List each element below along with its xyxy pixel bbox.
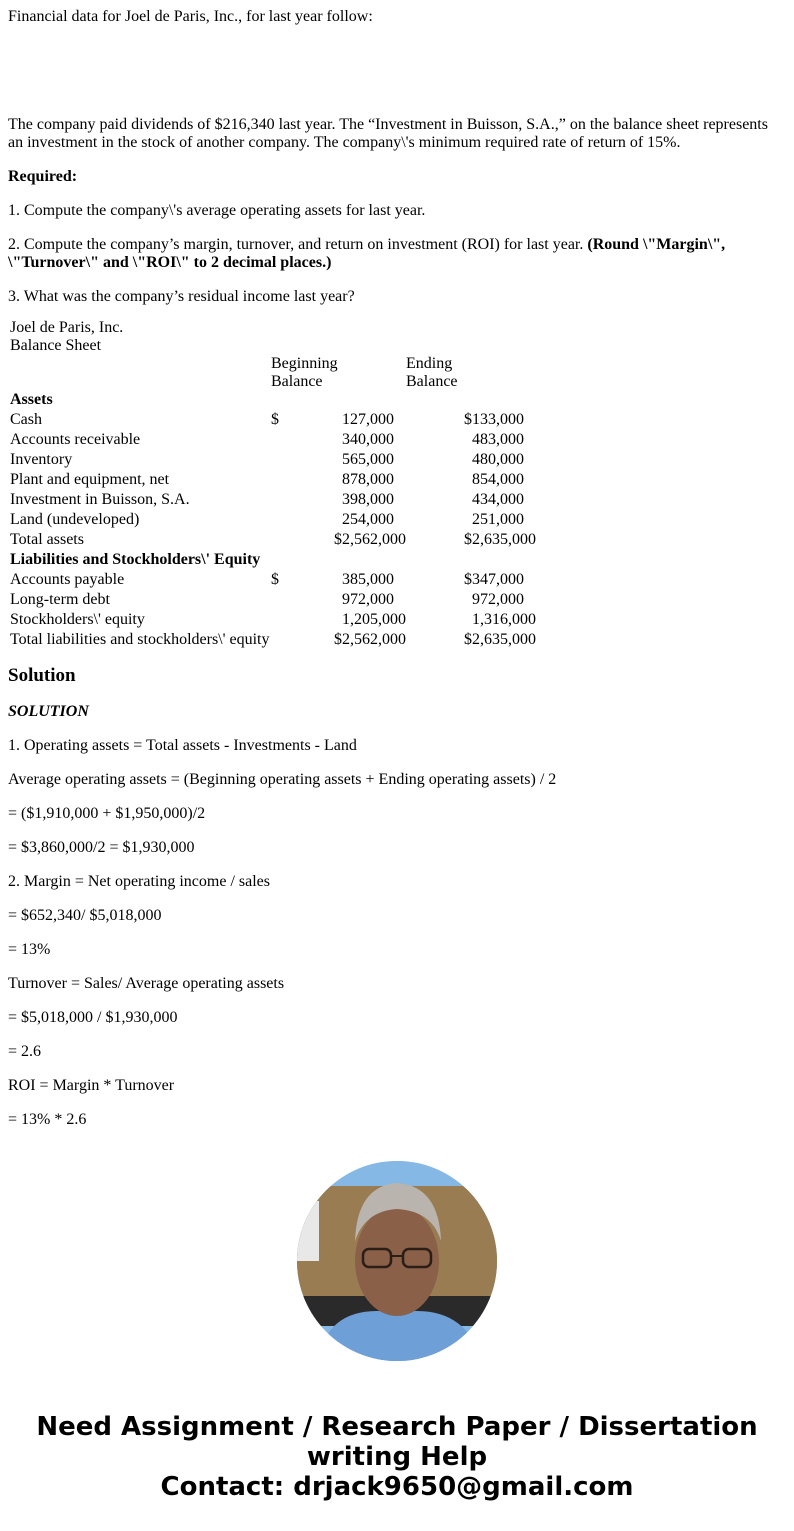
question-2 — [8, 236, 786, 272]
beginning-value: $2,562,000 — [334, 631, 406, 648]
beginning-value: 398,000 — [342, 491, 394, 508]
problem-paragraph: The company paid dividends of $216,340 last year. The “Investment in Buisson, S.A.,” on the balance sheet represents an investment in the stock of another company. The company\'s minimum required rate of return of 15%. — [8, 116, 768, 151]
row-label: Cash — [10, 411, 42, 428]
table-row — [10, 511, 536, 531]
col-beginning-header-2: Balance — [271, 373, 323, 390]
beginning-value: 878,000 — [342, 471, 394, 488]
total-liabilities-row — [10, 631, 536, 651]
liab-heading-row — [10, 551, 536, 571]
solution-line: Average operating assets = (Beginning operating assets + Ending operating assets) / 2 — [8, 771, 557, 788]
beginning-value: 972,000 — [342, 591, 394, 608]
cell — [406, 571, 459, 591]
cell — [406, 411, 459, 431]
cell — [406, 611, 459, 631]
dollar-sign — [271, 511, 330, 531]
col-ending-header-2: Balance — [406, 373, 458, 390]
ending-value: 1,316,000 — [472, 611, 536, 628]
ending-value: 434,000 — [472, 491, 524, 508]
row-label: Accounts payable — [10, 571, 125, 588]
ending-value: 480,000 — [472, 451, 524, 468]
sheet-title: Balance Sheet — [10, 337, 102, 354]
row-label: Accounts receivable — [10, 431, 141, 448]
promo-contact: Contact: drjack9650@gmail.com — [160, 1472, 634, 1502]
dollar-sign: $ — [271, 571, 279, 588]
solution-line: 2. Margin = Net operating income / sales — [8, 873, 270, 890]
solution-line: Turnover = Sales/ Average operating assets — [8, 975, 285, 992]
cell — [406, 511, 459, 531]
solution-heading: Solution — [8, 665, 76, 686]
row-label: Investment in Buisson, S.A. — [10, 491, 190, 508]
promo-line-2: writing Help — [306, 1442, 488, 1472]
cell — [406, 631, 459, 651]
beginning-value: 1,205,000 — [342, 611, 406, 628]
intro-text: Financial data for Joel de Paris, Inc., for last year follow: — [8, 8, 373, 25]
ending-value: 972,000 — [472, 591, 524, 608]
dollar-sign — [271, 431, 330, 451]
cell — [406, 471, 459, 491]
ending-value: $2,635,000 — [464, 531, 536, 548]
question-3: 3. What was the company’s residual income last year? — [8, 288, 355, 305]
dollar-sign: $ — [271, 411, 279, 428]
ending-value: 854,000 — [472, 471, 524, 488]
solution-label: SOLUTION — [8, 703, 89, 720]
beginning-value: 254,000 — [342, 511, 394, 528]
solution-line: = 2.6 — [8, 1043, 42, 1060]
author-avatar — [297, 1161, 497, 1361]
cell — [406, 431, 459, 451]
beginning-value: $2,562,000 — [334, 531, 406, 548]
solution-line: ROI = Margin * Turnover — [8, 1077, 175, 1094]
solution-line: = $652,340/ $5,018,000 — [8, 907, 162, 924]
cell — [406, 591, 459, 611]
solution-line: 1. Operating assets = Total assets - Investments - Land — [8, 737, 357, 754]
ending-value: $2,635,000 — [464, 631, 536, 648]
document — [0, 8, 794, 1129]
table-row — [10, 451, 536, 471]
table-row — [10, 471, 536, 491]
dollar-sign — [271, 491, 330, 511]
total-assets-row — [10, 531, 536, 551]
ending-value: 251,000 — [472, 511, 524, 528]
beginning-value: 565,000 — [342, 451, 394, 468]
ending-value: $133,000 — [464, 411, 524, 428]
dollar-sign — [271, 471, 330, 491]
row-label: Long-term debt — [10, 591, 110, 608]
assets-heading-row — [10, 391, 536, 411]
cell — [271, 611, 330, 631]
question-2-text: 2. Compute the company’s margin, turnover, and return on investment (ROI) for last year. — [8, 236, 588, 253]
assets-heading: Assets — [10, 391, 53, 408]
beginning-value: 340,000 — [342, 431, 394, 448]
beginning-value: 127,000 — [342, 411, 394, 428]
ending-value: $347,000 — [464, 571, 524, 588]
col-ending-header: Ending — [406, 355, 453, 372]
row-label: Total assets — [10, 531, 84, 548]
row-label: Inventory — [10, 451, 73, 468]
cell — [406, 531, 459, 551]
equity-row — [10, 611, 536, 631]
beginning-value: 385,000 — [342, 571, 394, 588]
cell — [271, 631, 330, 651]
promo-banner — [0, 1412, 794, 1502]
table-row — [10, 411, 536, 431]
company-name: Joel de Paris, Inc. — [10, 319, 124, 336]
table-row — [10, 431, 536, 451]
question-1: 1. Compute the company\'s average operating assets for last year. — [8, 202, 426, 219]
row-label: Plant and equipment, net — [10, 471, 170, 488]
question-2-rounding-note: (Round \"Margin\", \"Turnover\" and \"ROI\" to 2 decimal places.) — [8, 236, 726, 271]
liabilities-heading: Liabilities and Stockholders\' Equity — [10, 551, 261, 568]
solution-line: = 13% * 2.6 — [8, 1111, 87, 1128]
table-row — [10, 591, 536, 611]
table-row — [10, 491, 536, 511]
row-label: Total liabilities and stockholders\' equity — [10, 631, 270, 648]
cell — [406, 491, 459, 511]
dollar-sign — [271, 591, 330, 611]
dollar-sign — [271, 451, 330, 471]
solution-line: = 13% — [8, 941, 51, 958]
solution-line: = ($1,910,000 + $1,950,000)/2 — [8, 805, 206, 822]
cell — [406, 451, 459, 471]
row-label: Land (undeveloped) — [10, 511, 140, 528]
solution-steps — [8, 737, 786, 1129]
balance-sheet-table — [10, 319, 536, 651]
promo-line-1: Need Assignment / Research Paper / Dissertation — [36, 1412, 758, 1442]
col-beginning-header: Beginning — [271, 355, 338, 372]
row-label: Stockholders\' equity — [10, 611, 145, 628]
solution-line: = $5,018,000 / $1,930,000 — [8, 1009, 178, 1026]
required-label: Required: — [8, 168, 78, 185]
cell — [271, 531, 330, 551]
solution-line: = $3,860,000/2 = $1,930,000 — [8, 839, 195, 856]
ending-value: 483,000 — [472, 431, 524, 448]
table-row — [10, 571, 536, 591]
